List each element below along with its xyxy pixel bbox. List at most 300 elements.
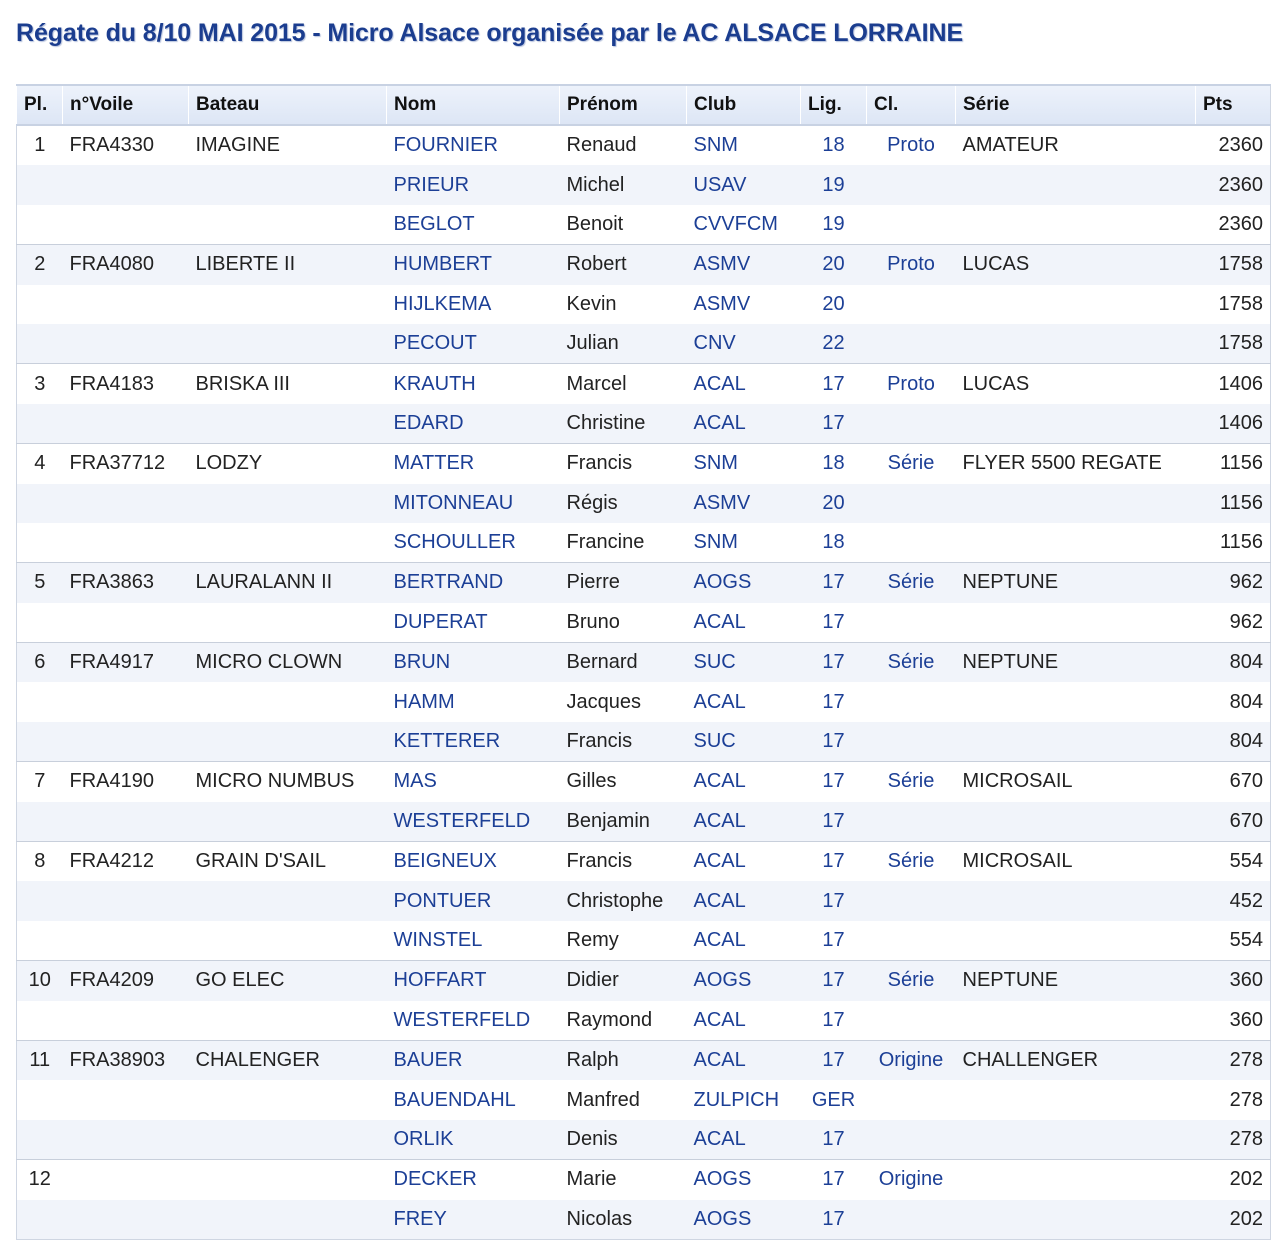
class-link bbox=[867, 205, 956, 245]
boat-name-cell bbox=[189, 722, 387, 762]
sailor-name-link[interactable]: BEIGNEUX bbox=[387, 842, 560, 882]
club-link[interactable]: ACAL bbox=[687, 1001, 801, 1041]
club-link[interactable]: ASMV bbox=[687, 285, 801, 324]
first-name-cell: Christophe bbox=[560, 881, 687, 920]
crew-row bbox=[17, 523, 1271, 563]
series-cell bbox=[956, 1080, 1196, 1119]
series-cell bbox=[956, 523, 1196, 563]
league-link[interactable]: 22 bbox=[801, 324, 867, 364]
club-link[interactable]: ACAL bbox=[687, 1040, 801, 1080]
boat-name-cell bbox=[189, 205, 387, 245]
club-link[interactable]: SNM bbox=[687, 125, 801, 165]
first-name-cell: Jacques bbox=[560, 682, 687, 721]
sail-number-cell: FRA4209 bbox=[63, 961, 189, 1001]
boat-name-cell: CHALENGER bbox=[189, 1040, 387, 1080]
class-link bbox=[867, 484, 956, 523]
sailor-name-link[interactable]: EDARD bbox=[387, 404, 560, 444]
sailor-name-link[interactable]: KRAUTH bbox=[387, 364, 560, 404]
sail-number-cell bbox=[63, 1001, 189, 1041]
boat-name-cell: MICRO NUMBUS bbox=[189, 762, 387, 802]
class-link bbox=[867, 802, 956, 842]
series-cell: AMATEUR bbox=[956, 125, 1196, 165]
points-cell: 804 bbox=[1196, 722, 1271, 762]
sail-number-cell bbox=[63, 921, 189, 961]
boat-name-cell: LODZY bbox=[189, 444, 387, 484]
page-title: Régate du 8/10 MAI 2015 - Micro Alsace organisée par le AC ALSACE LORRAINE bbox=[16, 19, 964, 47]
club-link[interactable]: CVVFCM bbox=[687, 205, 801, 245]
place-cell bbox=[17, 285, 63, 324]
sail-number-cell bbox=[63, 1120, 189, 1160]
sail-number-cell: FRA37712 bbox=[63, 444, 189, 484]
sailor-name-link[interactable]: WINSTEL bbox=[387, 921, 560, 961]
first-name-cell: Francis bbox=[560, 842, 687, 882]
sailor-name-link[interactable]: BEGLOT bbox=[387, 205, 560, 245]
sailor-name-link[interactable]: HUMBERT bbox=[387, 245, 560, 285]
crew-row bbox=[17, 722, 1271, 762]
boat-name-cell: MICRO CLOWN bbox=[189, 643, 387, 683]
league-link[interactable]: 17 bbox=[801, 961, 867, 1001]
sail-number-cell bbox=[63, 484, 189, 523]
class-link[interactable]: Proto bbox=[867, 245, 956, 285]
points-cell: 804 bbox=[1196, 682, 1271, 721]
boat-row bbox=[17, 364, 1271, 404]
league-link[interactable]: 17 bbox=[801, 1160, 867, 1200]
boat-name-cell bbox=[189, 881, 387, 920]
club-link[interactable]: USAV bbox=[687, 165, 801, 204]
first-name-cell: Pierre bbox=[560, 563, 687, 603]
crew-row bbox=[17, 404, 1271, 444]
class-link[interactable]: Origine bbox=[867, 1040, 956, 1080]
place-cell bbox=[17, 802, 63, 842]
place-cell bbox=[17, 921, 63, 961]
sailor-name-link[interactable]: MAS bbox=[387, 762, 560, 802]
class-link[interactable]: Série bbox=[867, 563, 956, 603]
class-link bbox=[867, 682, 956, 721]
class-link[interactable]: Série bbox=[867, 762, 956, 802]
sailor-name-link[interactable]: HIJLKEMA bbox=[387, 285, 560, 324]
league-link[interactable]: 17 bbox=[801, 921, 867, 961]
series-cell bbox=[956, 722, 1196, 762]
class-link bbox=[867, 165, 956, 204]
league-link[interactable]: 17 bbox=[801, 1001, 867, 1041]
club-link[interactable]: AOGS bbox=[687, 1160, 801, 1200]
crew-row bbox=[17, 881, 1271, 920]
series-cell bbox=[956, 921, 1196, 961]
boat-name-cell: GO ELEC bbox=[189, 961, 387, 1001]
boat-name-cell: LAURALANN II bbox=[189, 563, 387, 603]
first-name-cell: Benjamin bbox=[560, 802, 687, 842]
series-cell: MICROSAIL bbox=[956, 762, 1196, 802]
sailor-name-link[interactable]: SCHOULLER bbox=[387, 523, 560, 563]
club-link[interactable]: AOGS bbox=[687, 563, 801, 603]
sail-number-cell bbox=[63, 205, 189, 245]
sail-number-cell: FRA4190 bbox=[63, 762, 189, 802]
series-cell: FLYER 5500 REGATE bbox=[956, 444, 1196, 484]
place-cell: 2 bbox=[17, 245, 63, 285]
class-link[interactable]: Proto bbox=[867, 125, 956, 165]
series-cell: LUCAS bbox=[956, 364, 1196, 404]
series-cell bbox=[956, 802, 1196, 842]
points-cell: 804 bbox=[1196, 643, 1271, 683]
points-cell: 962 bbox=[1196, 563, 1271, 603]
column-header-lig[interactable]: Lig. bbox=[801, 85, 867, 125]
league-link[interactable]: 17 bbox=[801, 563, 867, 603]
points-cell: 1758 bbox=[1196, 285, 1271, 324]
place-cell: 10 bbox=[17, 961, 63, 1001]
boat-name-cell: IMAGINE bbox=[189, 125, 387, 165]
first-name-cell: Benoit bbox=[560, 205, 687, 245]
class-link[interactable]: Origine bbox=[867, 1160, 956, 1200]
league-link[interactable]: GER bbox=[801, 1080, 867, 1119]
club-link[interactable]: ACAL bbox=[687, 603, 801, 643]
club-link[interactable]: ACAL bbox=[687, 881, 801, 920]
sail-number-cell bbox=[63, 682, 189, 721]
club-link[interactable]: ACAL bbox=[687, 404, 801, 444]
club-link[interactable]: SUC bbox=[687, 643, 801, 683]
boat-name-cell bbox=[189, 1160, 387, 1200]
place-cell bbox=[17, 682, 63, 721]
place-cell bbox=[17, 1200, 63, 1240]
club-link[interactable]: CNV bbox=[687, 324, 801, 364]
series-cell: MICROSAIL bbox=[956, 842, 1196, 882]
place-cell: 3 bbox=[17, 364, 63, 404]
results-body bbox=[17, 125, 1271, 1239]
column-header-nom[interactable]: Nom bbox=[387, 85, 560, 125]
club-link[interactable]: SUC bbox=[687, 722, 801, 762]
club-link[interactable]: ACAL bbox=[687, 364, 801, 404]
class-link[interactable]: Série bbox=[867, 961, 956, 1001]
sailor-name-link[interactable]: HOFFART bbox=[387, 961, 560, 1001]
place-cell: 6 bbox=[17, 643, 63, 683]
sailor-name-link[interactable]: PECOUT bbox=[387, 324, 560, 364]
sail-number-cell bbox=[63, 285, 189, 324]
place-cell bbox=[17, 404, 63, 444]
first-name-cell: Michel bbox=[560, 165, 687, 204]
first-name-cell: Kevin bbox=[560, 285, 687, 324]
league-link[interactable]: 17 bbox=[801, 682, 867, 721]
place-cell: 5 bbox=[17, 563, 63, 603]
place-cell bbox=[17, 603, 63, 643]
points-cell: 2360 bbox=[1196, 165, 1271, 204]
league-link[interactable]: 19 bbox=[801, 205, 867, 245]
boat-name-cell bbox=[189, 404, 387, 444]
class-link bbox=[867, 285, 956, 324]
class-link[interactable]: Série bbox=[867, 643, 956, 683]
crew-row bbox=[17, 1120, 1271, 1160]
class-link[interactable]: Série bbox=[867, 444, 956, 484]
place-cell bbox=[17, 881, 63, 920]
club-link[interactable]: ACAL bbox=[687, 1120, 801, 1160]
first-name-cell: Christine bbox=[560, 404, 687, 444]
points-cell: 670 bbox=[1196, 762, 1271, 802]
column-header-prenom[interactable]: Prénom bbox=[560, 85, 687, 125]
boat-name-cell bbox=[189, 165, 387, 204]
sailor-name-link[interactable]: WESTERFELD bbox=[387, 1001, 560, 1041]
column-header-pl[interactable]: Pl. bbox=[17, 85, 63, 125]
league-link[interactable]: 17 bbox=[801, 722, 867, 762]
series-cell bbox=[956, 484, 1196, 523]
series-cell bbox=[956, 165, 1196, 204]
first-name-cell: Régis bbox=[560, 484, 687, 523]
first-name-cell: Francis bbox=[560, 444, 687, 484]
club-link[interactable]: ASMV bbox=[687, 484, 801, 523]
boat-name-cell bbox=[189, 921, 387, 961]
series-cell bbox=[956, 324, 1196, 364]
league-link[interactable]: 18 bbox=[801, 125, 867, 165]
sail-number-cell: FRA38903 bbox=[63, 1040, 189, 1080]
boat-name-cell bbox=[189, 603, 387, 643]
boat-name-cell: BRISKA III bbox=[189, 364, 387, 404]
series-cell bbox=[956, 1160, 1196, 1200]
column-header-cl[interactable]: Cl. bbox=[867, 85, 956, 125]
points-cell: 202 bbox=[1196, 1200, 1271, 1240]
crew-row bbox=[17, 1001, 1271, 1041]
sailor-name-link[interactable]: DECKER bbox=[387, 1160, 560, 1200]
place-cell: 12 bbox=[17, 1160, 63, 1200]
club-link[interactable]: ACAL bbox=[687, 762, 801, 802]
column-header-club[interactable]: Club bbox=[687, 85, 801, 125]
place-cell bbox=[17, 523, 63, 563]
boat-row bbox=[17, 444, 1271, 484]
club-link[interactable]: ASMV bbox=[687, 245, 801, 285]
points-cell: 2360 bbox=[1196, 205, 1271, 245]
club-link[interactable]: ACAL bbox=[687, 682, 801, 721]
boat-row bbox=[17, 245, 1271, 285]
league-link[interactable]: 19 bbox=[801, 165, 867, 204]
league-link[interactable]: 17 bbox=[801, 643, 867, 683]
series-cell bbox=[956, 285, 1196, 324]
results-table bbox=[16, 84, 1271, 1240]
class-link bbox=[867, 722, 956, 762]
crew-row bbox=[17, 285, 1271, 324]
first-name-cell: Robert bbox=[560, 245, 687, 285]
sailor-name-link[interactable]: FREY bbox=[387, 1200, 560, 1240]
first-name-cell: Bernard bbox=[560, 643, 687, 683]
points-cell: 278 bbox=[1196, 1080, 1271, 1119]
league-link[interactable]: 17 bbox=[801, 364, 867, 404]
place-cell bbox=[17, 205, 63, 245]
place-cell bbox=[17, 1080, 63, 1119]
sail-number-cell: FRA4080 bbox=[63, 245, 189, 285]
league-link[interactable]: 20 bbox=[801, 285, 867, 324]
league-link[interactable]: 17 bbox=[801, 1120, 867, 1160]
sailor-name-link[interactable]: WESTERFELD bbox=[387, 802, 560, 842]
sail-number-cell: FRA4917 bbox=[63, 643, 189, 683]
points-cell: 1406 bbox=[1196, 404, 1271, 444]
sailor-name-link[interactable]: PRIEUR bbox=[387, 165, 560, 204]
points-cell: 2360 bbox=[1196, 125, 1271, 165]
first-name-cell: Julian bbox=[560, 324, 687, 364]
crew-row bbox=[17, 682, 1271, 721]
crew-row bbox=[17, 1200, 1271, 1240]
boat-row bbox=[17, 1160, 1271, 1200]
points-cell: 202 bbox=[1196, 1160, 1271, 1200]
points-cell: 1156 bbox=[1196, 444, 1271, 484]
league-link[interactable]: 17 bbox=[801, 802, 867, 842]
sail-number-cell bbox=[63, 324, 189, 364]
first-name-cell: Bruno bbox=[560, 603, 687, 643]
crew-row bbox=[17, 205, 1271, 245]
boat-name-cell bbox=[189, 802, 387, 842]
points-cell: 278 bbox=[1196, 1040, 1271, 1080]
class-link bbox=[867, 404, 956, 444]
sailor-name-link[interactable]: FOURNIER bbox=[387, 125, 560, 165]
crew-row bbox=[17, 603, 1271, 643]
boat-row bbox=[17, 643, 1271, 683]
sail-number-cell bbox=[63, 1080, 189, 1119]
sailor-name-link[interactable]: MITONNEAU bbox=[387, 484, 560, 523]
header-row bbox=[17, 85, 1271, 125]
points-cell: 1406 bbox=[1196, 364, 1271, 404]
series-cell: NEPTUNE bbox=[956, 961, 1196, 1001]
club-link[interactable]: SNM bbox=[687, 523, 801, 563]
class-link bbox=[867, 1200, 956, 1240]
sail-number-cell bbox=[63, 523, 189, 563]
first-name-cell: Marie bbox=[560, 1160, 687, 1200]
class-link bbox=[867, 881, 956, 920]
column-header-pts[interactable]: Pts bbox=[1196, 85, 1271, 125]
boat-row bbox=[17, 563, 1271, 603]
league-link[interactable]: 17 bbox=[801, 1040, 867, 1080]
league-link[interactable]: 17 bbox=[801, 842, 867, 882]
first-name-cell: Didier bbox=[560, 961, 687, 1001]
first-name-cell: Denis bbox=[560, 1120, 687, 1160]
points-cell: 452 bbox=[1196, 881, 1271, 920]
sail-number-cell bbox=[63, 1200, 189, 1240]
series-cell bbox=[956, 1120, 1196, 1160]
column-header-serie[interactable]: Série bbox=[956, 85, 1196, 125]
sailor-name-link[interactable]: MATTER bbox=[387, 444, 560, 484]
place-cell: 11 bbox=[17, 1040, 63, 1080]
sailor-name-link[interactable]: KETTERER bbox=[387, 722, 560, 762]
first-name-cell: Francine bbox=[560, 523, 687, 563]
class-link bbox=[867, 1001, 956, 1041]
series-cell bbox=[956, 682, 1196, 721]
league-link[interactable]: 18 bbox=[801, 444, 867, 484]
sail-number-cell bbox=[63, 603, 189, 643]
first-name-cell: Nicolas bbox=[560, 1200, 687, 1240]
points-cell: 554 bbox=[1196, 921, 1271, 961]
boat-name-cell bbox=[189, 285, 387, 324]
first-name-cell: Remy bbox=[560, 921, 687, 961]
place-cell: 7 bbox=[17, 762, 63, 802]
club-link[interactable]: ZULPICH bbox=[687, 1080, 801, 1119]
class-link bbox=[867, 523, 956, 563]
column-header-bateau[interactable]: Bateau bbox=[189, 85, 387, 125]
points-cell: 360 bbox=[1196, 1001, 1271, 1041]
league-link[interactable]: 17 bbox=[801, 881, 867, 920]
boat-name-cell: LIBERTE II bbox=[189, 245, 387, 285]
sailor-name-link[interactable]: BERTRAND bbox=[387, 563, 560, 603]
league-link[interactable]: 20 bbox=[801, 245, 867, 285]
boat-row bbox=[17, 125, 1271, 165]
sailor-name-link[interactable]: HAMM bbox=[387, 682, 560, 721]
club-link[interactable]: SNM bbox=[687, 444, 801, 484]
series-cell bbox=[956, 603, 1196, 643]
sail-number-cell: FRA4212 bbox=[63, 842, 189, 882]
boat-name-cell: GRAIN D'SAIL bbox=[189, 842, 387, 882]
sail-number-cell bbox=[63, 722, 189, 762]
boat-name-cell bbox=[189, 484, 387, 523]
series-cell bbox=[956, 1001, 1196, 1041]
place-cell bbox=[17, 484, 63, 523]
points-cell: 360 bbox=[1196, 961, 1271, 1001]
sail-number-cell bbox=[63, 1160, 189, 1200]
league-link[interactable]: 20 bbox=[801, 484, 867, 523]
points-cell: 278 bbox=[1196, 1120, 1271, 1160]
crew-row bbox=[17, 921, 1271, 961]
place-cell bbox=[17, 722, 63, 762]
club-link[interactable]: AOGS bbox=[687, 961, 801, 1001]
league-link[interactable]: 17 bbox=[801, 603, 867, 643]
sailor-name-link[interactable]: PONTUER bbox=[387, 881, 560, 920]
club-link[interactable]: ACAL bbox=[687, 802, 801, 842]
first-name-cell: Gilles bbox=[560, 762, 687, 802]
first-name-cell: Francis bbox=[560, 722, 687, 762]
points-cell: 1156 bbox=[1196, 523, 1271, 563]
place-cell bbox=[17, 165, 63, 204]
club-link[interactable]: AOGS bbox=[687, 1200, 801, 1240]
class-link[interactable]: Proto bbox=[867, 364, 956, 404]
boat-name-cell bbox=[189, 1080, 387, 1119]
class-link bbox=[867, 603, 956, 643]
points-cell: 962 bbox=[1196, 603, 1271, 643]
league-link[interactable]: 17 bbox=[801, 1200, 867, 1240]
place-cell bbox=[17, 1001, 63, 1041]
sailor-name-link[interactable]: BRUN bbox=[387, 643, 560, 683]
place-cell: 1 bbox=[17, 125, 63, 165]
column-header-voile[interactable]: n°Voile bbox=[63, 85, 189, 125]
series-cell: LUCAS bbox=[956, 245, 1196, 285]
series-cell bbox=[956, 205, 1196, 245]
points-cell: 554 bbox=[1196, 842, 1271, 882]
league-link[interactable]: 18 bbox=[801, 523, 867, 563]
league-link[interactable]: 17 bbox=[801, 404, 867, 444]
club-link[interactable]: ACAL bbox=[687, 921, 801, 961]
series-cell: NEPTUNE bbox=[956, 643, 1196, 683]
place-cell bbox=[17, 324, 63, 364]
points-cell: 1758 bbox=[1196, 245, 1271, 285]
series-cell: NEPTUNE bbox=[956, 563, 1196, 603]
boat-name-cell bbox=[189, 523, 387, 563]
first-name-cell: Ralph bbox=[560, 1040, 687, 1080]
crew-row bbox=[17, 484, 1271, 523]
boat-row bbox=[17, 762, 1271, 802]
boat-name-cell bbox=[189, 1120, 387, 1160]
first-name-cell: Marcel bbox=[560, 364, 687, 404]
crew-row bbox=[17, 165, 1271, 204]
sailor-name-link[interactable]: DUPERAT bbox=[387, 603, 560, 643]
first-name-cell: Raymond bbox=[560, 1001, 687, 1041]
points-cell: 670 bbox=[1196, 802, 1271, 842]
class-link[interactable]: Série bbox=[867, 842, 956, 882]
class-link bbox=[867, 921, 956, 961]
sailor-name-link[interactable]: BAUER bbox=[387, 1040, 560, 1080]
sailor-name-link[interactable]: BAUENDAHL bbox=[387, 1080, 560, 1119]
boat-name-cell bbox=[189, 682, 387, 721]
series-cell: CHALLENGER bbox=[956, 1040, 1196, 1080]
sail-number-cell bbox=[63, 802, 189, 842]
place-cell: 8 bbox=[17, 842, 63, 882]
sailor-name-link[interactable]: ORLIK bbox=[387, 1120, 560, 1160]
club-link[interactable]: ACAL bbox=[687, 842, 801, 882]
series-cell bbox=[956, 1200, 1196, 1240]
boat-name-cell bbox=[189, 1001, 387, 1041]
crew-row bbox=[17, 802, 1271, 842]
series-cell bbox=[956, 881, 1196, 920]
points-cell: 1758 bbox=[1196, 324, 1271, 364]
league-link[interactable]: 17 bbox=[801, 762, 867, 802]
